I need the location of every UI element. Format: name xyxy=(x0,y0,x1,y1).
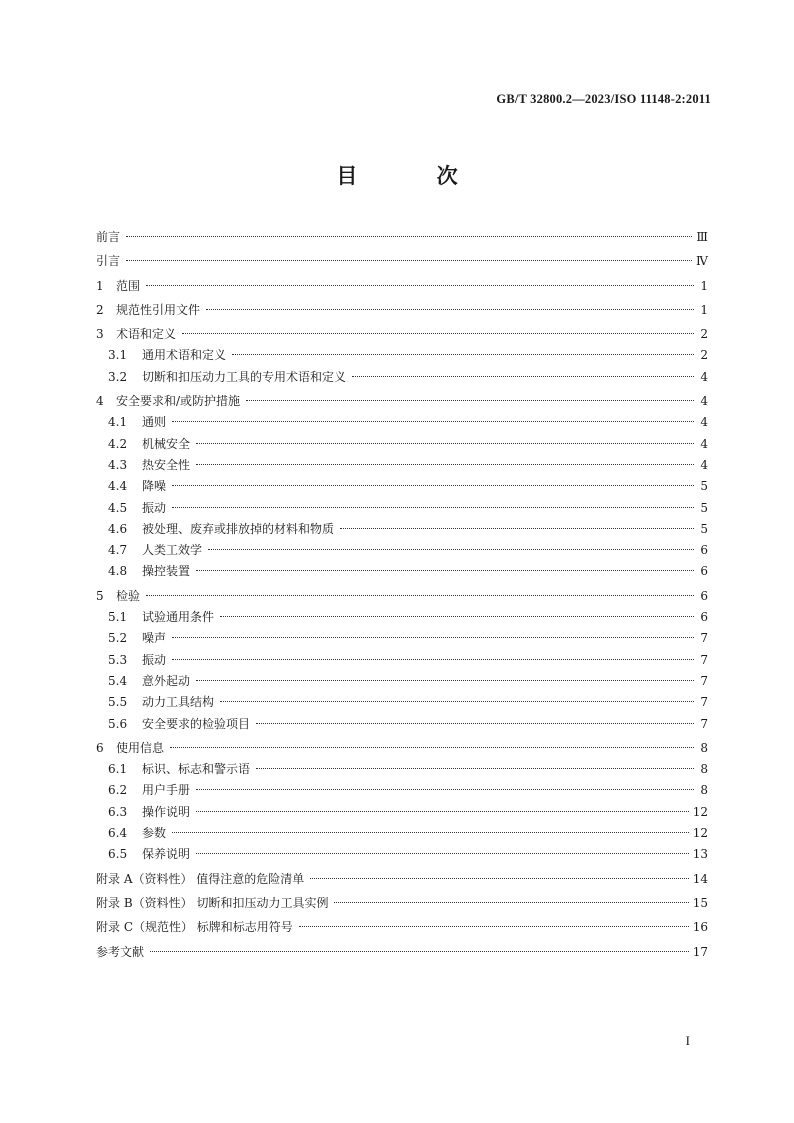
toc-entry[interactable] xyxy=(96,802,708,823)
toc-entry-label: 动力工具结构 xyxy=(142,695,215,710)
toc-leader-dots xyxy=(299,926,689,927)
toc-entry-page: 6 xyxy=(700,610,708,625)
toc-entry-label: 热安全性 xyxy=(142,457,191,472)
toc-entry-number: 5.5 xyxy=(108,695,128,710)
toc-entry[interactable] xyxy=(96,367,708,388)
toc-entry-number: 4.4 xyxy=(108,479,128,494)
toc-entry-number: 4.5 xyxy=(108,500,128,515)
toc-entry-page: 4 xyxy=(700,369,708,384)
toc-leader-dots xyxy=(146,595,694,596)
toc-entry-label: 通用术语和定义 xyxy=(142,348,227,363)
toc-entry-page: 16 xyxy=(692,920,708,935)
toc-entry-number: 3.2 xyxy=(108,369,128,384)
toc-entry-page: 8 xyxy=(700,783,708,798)
toc-entry-label: 噪声 xyxy=(142,631,167,646)
toc-leader-dots xyxy=(126,260,692,261)
toc-entry-label: 人类工效学 xyxy=(142,543,203,558)
toc-leader-dots xyxy=(220,701,694,702)
toc-leader-dots xyxy=(172,637,694,638)
toc-leader-dots xyxy=(146,285,694,286)
toc-leader-dots xyxy=(172,659,694,660)
toc-entry-page: 4 xyxy=(700,394,708,409)
toc-entry[interactable] xyxy=(96,519,708,540)
toc-entry-label: 保养说明 xyxy=(142,847,191,862)
toc-entry-label: 术语和定义 xyxy=(116,327,177,342)
toc-entry-page: 12 xyxy=(692,826,708,841)
toc-entry-number: 6.5 xyxy=(108,847,128,862)
toc-entry-label: 参考文献 xyxy=(96,944,145,959)
toc-entry[interactable] xyxy=(96,540,708,561)
toc-leader-dots xyxy=(196,443,694,444)
toc-entry-page: 6 xyxy=(700,564,708,579)
toc-entry[interactable] xyxy=(96,607,708,628)
toc-entry[interactable] xyxy=(96,780,708,801)
toc-entry[interactable] xyxy=(96,738,708,759)
toc-entry-page: 12 xyxy=(692,804,708,819)
toc-entry-label: 规范性引用文件 xyxy=(116,302,201,317)
toc-entry-number: 4.1 xyxy=(108,415,128,430)
toc-entry-page: 15 xyxy=(692,895,708,910)
toc-entry-page: 5 xyxy=(700,500,708,515)
toc-entry-label: 通则 xyxy=(142,415,167,430)
toc-entry[interactable] xyxy=(96,823,708,844)
toc-leader-dots xyxy=(340,528,694,529)
toc-leader-dots xyxy=(220,616,694,617)
toc-entry-page: 2 xyxy=(700,327,708,342)
toc-entry-number: 3 xyxy=(96,327,104,342)
toc-entry-label: 附录 B（资料性） 切断和扣压动力工具实例 xyxy=(96,895,329,910)
toc-entry-label: 被处理、废弃或排放掉的材料和物质 xyxy=(142,521,335,536)
toc-entry-page: 1 xyxy=(700,278,708,293)
toc-entry[interactable] xyxy=(96,391,708,412)
toc-entry[interactable] xyxy=(96,345,708,366)
toc-entry-page: 7 xyxy=(700,652,708,667)
toc-leader-dots xyxy=(150,951,689,952)
toc-entry[interactable] xyxy=(96,869,708,890)
toc-entry-label: 范围 xyxy=(116,278,141,293)
toc-entry-page: 7 xyxy=(700,716,708,731)
table-of-contents xyxy=(96,227,708,963)
toc-entry[interactable] xyxy=(96,650,708,671)
toc-entry-label: 操控装置 xyxy=(142,564,191,579)
toc-leader-dots xyxy=(182,333,694,334)
toc-entry[interactable] xyxy=(96,628,708,649)
toc-entry-label: 意外起动 xyxy=(142,673,191,688)
toc-leader-dots xyxy=(126,236,692,237)
toc-entry[interactable] xyxy=(96,893,708,914)
toc-entry-label: 检验 xyxy=(116,588,141,603)
toc-entry-number: 4.2 xyxy=(108,436,128,451)
toc-leader-dots xyxy=(310,878,688,879)
toc-entry-label: 安全要求的检验项目 xyxy=(142,716,251,731)
toc-leader-dots xyxy=(170,747,694,748)
toc-leader-dots xyxy=(206,309,694,310)
toc-entry-number: 4.6 xyxy=(108,521,128,536)
toc-entry-label: 引言 xyxy=(96,254,121,269)
toc-entry-page: Ⅳ xyxy=(696,254,708,269)
toc-entry-label: 参数 xyxy=(142,826,167,841)
toc-entry[interactable] xyxy=(96,759,708,780)
toc-entry[interactable] xyxy=(96,917,708,938)
toc-entry-number: 1 xyxy=(96,278,104,293)
toc-leader-dots xyxy=(256,768,694,769)
toc-entry-number: 4.7 xyxy=(108,543,128,558)
toc-entry-number: 4.3 xyxy=(108,457,128,472)
toc-entry-number: 6.3 xyxy=(108,804,128,819)
toc-entry-label: 机械安全 xyxy=(142,436,191,451)
toc-entry-label: 振动 xyxy=(142,652,167,667)
toc-entry-page: 7 xyxy=(700,631,708,646)
toc-entry-number: 5.3 xyxy=(108,652,128,667)
toc-entry-number: 6 xyxy=(96,740,104,755)
toc-entry[interactable] xyxy=(96,455,708,476)
toc-entry-label: 试验通用条件 xyxy=(142,610,215,625)
toc-leader-dots xyxy=(196,680,694,681)
toc-entry-label: 标识、标志和警示语 xyxy=(142,762,251,777)
toc-entry-label: 附录 C（规范性） 标牌和标志用符号 xyxy=(96,920,293,935)
toc-entry-page: 6 xyxy=(700,588,708,603)
toc-entry[interactable] xyxy=(96,671,708,692)
toc-entry[interactable] xyxy=(96,227,708,248)
toc-leader-dots xyxy=(196,789,694,790)
toc-entry-page: 5 xyxy=(700,521,708,536)
toc-entry-number: 5.2 xyxy=(108,631,128,646)
toc-entry-number: 5.6 xyxy=(108,716,128,731)
toc-entry-number: 5.4 xyxy=(108,673,128,688)
toc-entry-label: 操作说明 xyxy=(142,804,191,819)
toc-entry-label: 振动 xyxy=(142,500,167,515)
toc-entry[interactable] xyxy=(96,714,708,735)
toc-entry-label: 降噪 xyxy=(142,479,167,494)
toc-entry-label: 安全要求和/或防护措施 xyxy=(116,394,241,409)
standard-code: GB/T 32800.2—2023/ISO 11148-2:2011 xyxy=(496,92,711,106)
toc-leader-dots xyxy=(172,507,694,508)
toc-entry-number: 6.4 xyxy=(108,826,128,841)
toc-entry-page: 8 xyxy=(700,762,708,777)
toc-entry-page: 6 xyxy=(700,543,708,558)
toc-entry-label: 附录 A（资料性） 值得注意的危险清单 xyxy=(96,871,305,886)
toc-entry-label: 用户手册 xyxy=(142,783,191,798)
toc-entry-label: 前言 xyxy=(96,230,121,244)
toc-entry-page: 13 xyxy=(692,847,708,862)
toc-leader-dots xyxy=(172,421,694,422)
toc-entry[interactable] xyxy=(96,561,708,582)
toc-entry[interactable] xyxy=(96,586,708,607)
toc-entry[interactable] xyxy=(96,476,708,497)
toc-entry[interactable] xyxy=(96,498,708,519)
toc-entry-number: 4 xyxy=(96,394,104,409)
toc-leader-dots xyxy=(352,376,694,377)
toc-leader-dots xyxy=(172,832,689,833)
toc-leader-dots xyxy=(196,853,689,854)
toc-entry-label: 使用信息 xyxy=(116,740,165,755)
toc-leader-dots xyxy=(334,902,688,903)
toc-entry-page: 14 xyxy=(692,871,708,886)
toc-entry[interactable] xyxy=(96,942,708,963)
toc-entry-number: 6.1 xyxy=(108,762,128,777)
toc-entry-page: 7 xyxy=(700,673,708,688)
toc-entry-page: 5 xyxy=(700,479,708,494)
toc-entry[interactable] xyxy=(96,324,708,345)
page-title: 目 次 xyxy=(336,163,494,188)
toc-entry[interactable] xyxy=(96,251,708,272)
toc-leader-dots xyxy=(246,400,694,401)
toc-entry-number: 6.2 xyxy=(108,783,128,798)
toc-entry-number: 2 xyxy=(96,302,104,317)
toc-entry-number: 5.1 xyxy=(108,610,128,625)
toc-entry[interactable] xyxy=(96,434,708,455)
toc-entry-page: 17 xyxy=(692,944,708,959)
toc-leader-dots xyxy=(196,811,689,812)
toc-entry-number: 4.8 xyxy=(108,564,128,579)
toc-entry-label: 切断和扣压动力工具的专用术语和定义 xyxy=(142,369,347,384)
toc-leader-dots xyxy=(196,570,694,571)
toc-entry-page: 8 xyxy=(700,740,708,755)
toc-leader-dots xyxy=(172,485,694,486)
toc-entry-number: 3.1 xyxy=(108,348,128,363)
toc-entry-page: 4 xyxy=(700,415,708,430)
toc-entry-page: 4 xyxy=(700,457,708,472)
toc-entry[interactable] xyxy=(96,276,708,297)
toc-leader-dots xyxy=(208,549,694,550)
toc-entry-page: 7 xyxy=(700,695,708,710)
toc-entry[interactable] xyxy=(96,844,708,865)
toc-entry[interactable] xyxy=(96,412,708,433)
page-number: I xyxy=(685,1033,690,1048)
toc-leader-dots xyxy=(232,354,694,355)
toc-entry[interactable] xyxy=(96,692,708,713)
toc-leader-dots xyxy=(196,464,694,465)
toc-entry-number: 5 xyxy=(96,588,104,603)
toc-entry-page: 4 xyxy=(700,436,708,451)
toc-leader-dots xyxy=(256,723,694,724)
toc-entry[interactable] xyxy=(96,300,708,321)
toc-entry-page: 2 xyxy=(700,348,708,363)
toc-entry-page: Ⅲ xyxy=(696,230,708,244)
toc-entry-page: 1 xyxy=(700,302,708,317)
